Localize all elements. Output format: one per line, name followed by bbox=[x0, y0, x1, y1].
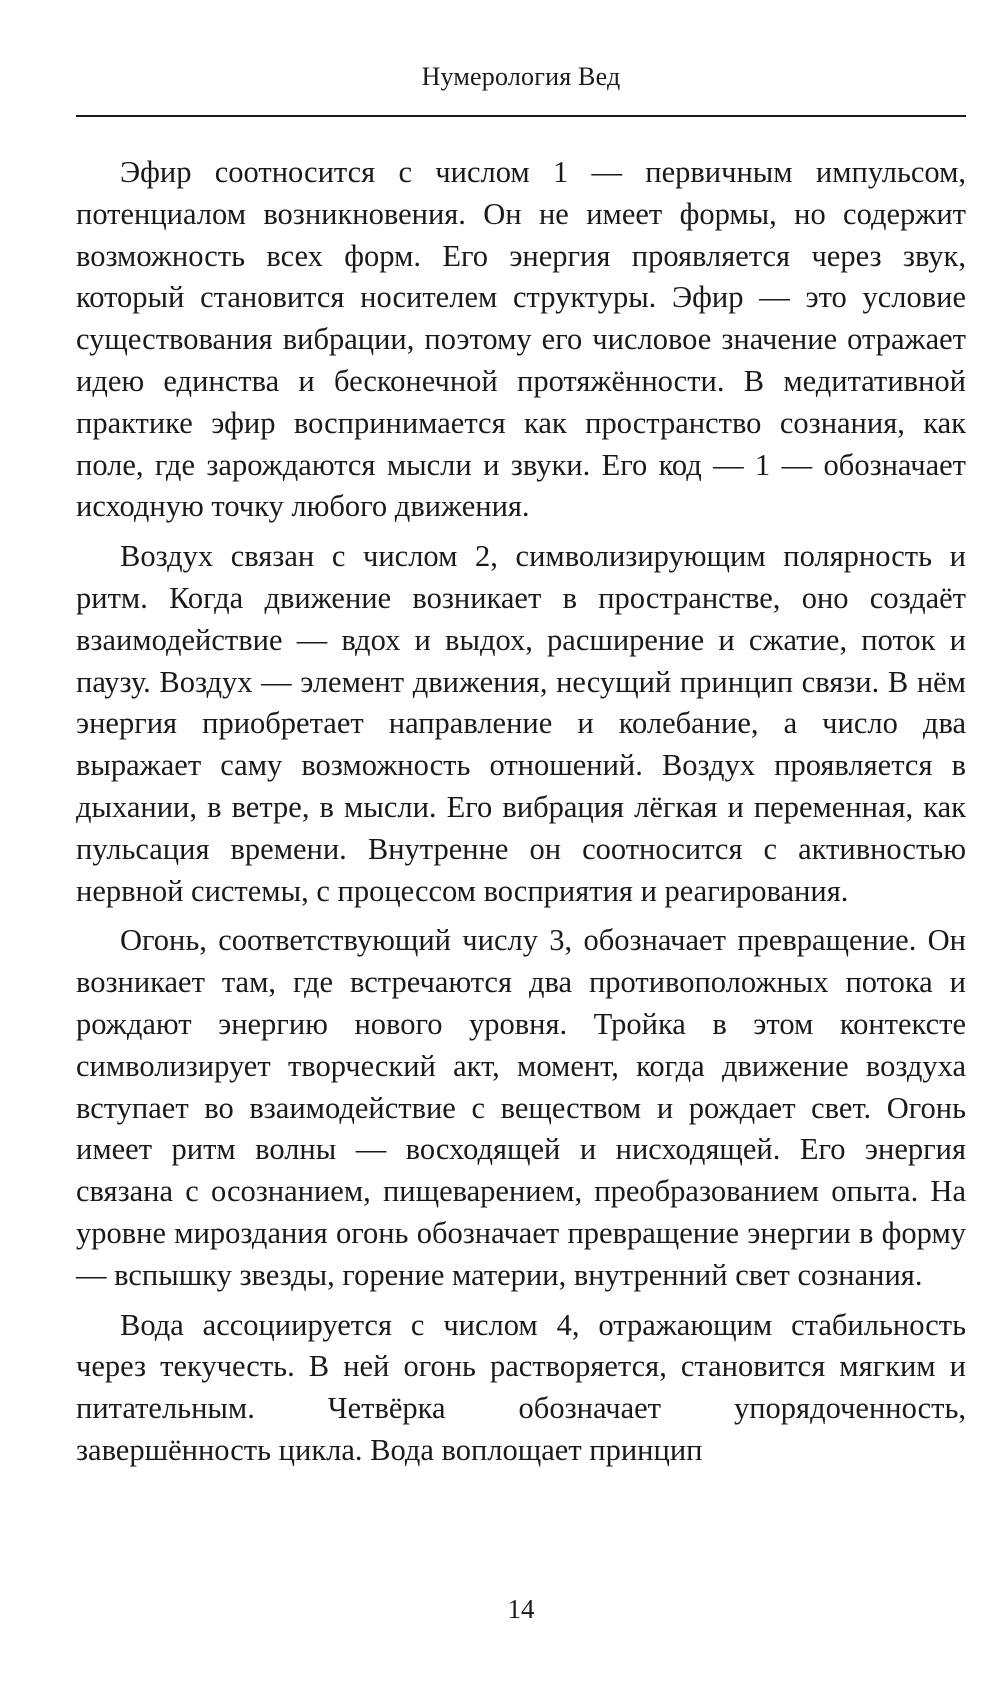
running-header: Нумерология Вед bbox=[421, 62, 621, 91]
body-text bbox=[76, 152, 966, 1480]
page-number: 14 bbox=[507, 1594, 535, 1624]
paragraph-ether: Эфир соотносится с числом 1 — первичным импульсом, потенциалом возникновения. Он не имеет формы, но содержит возможность всех форм. Его энергия проявляется через звук, который становится носителем структуры. Эфир — это условие существования вибрации, поэтому его числовое значение отражает идею единства и бесконечной протяжённости. В медитативной практике эфир воспринимается как пространство сознания, как поле, где зарождаются мысли и звуки. Его код — 1 — обозначает исходную точку любого движения. bbox=[76, 155, 966, 524]
paragraph-air: Воздух связан с числом 2, символизирующим полярность и ритм. Когда движение возникает в пространстве, оно создаёт взаимодействие — вдох и выдох, расширение и сжатие, поток и паузу. Воздух — элемент движения, несущий принцип связи. В нём энергия приобретает направление и колебание, а число два выражает саму возможность отношений. Воздух проявляется в дыхании, в ветре, в мысли. Его вибрация лёгкая и переменная, как пульсация времени. Внутренне он соотносится с активностью нервной системы, с процессом восприятия и реагирования. bbox=[76, 539, 966, 908]
paragraph-fire: Огонь, соответствующий числу 3, обозначает превращение. Он возникает там, где встречаются два противоположных потока и рождают энергию нового уровня. Тройка в этом контексте символизирует творческий акт, момент, когда движение воздуха вступает во взаимодействие с веществом и рождает свет. Огонь имеет ритм волны — восходящей и нисходящей. Его энергия связана с осознанием, пищеварением, преобразованием опыта. На уровне мироздания огонь обозначает превращение энергии в форму — вспышку звезды, горение материи, внутренний свет сознания. bbox=[76, 923, 966, 1292]
header-rule bbox=[76, 115, 966, 117]
paragraph-water: Вода ассоциируется с числом 4, отражающим стабильность через текучесть. В ней огонь растворяется, становится мягким и питательным. Четвёрка обозначает упорядоченность, завершённость цикла. Вода воплощает принцип bbox=[76, 1307, 966, 1467]
